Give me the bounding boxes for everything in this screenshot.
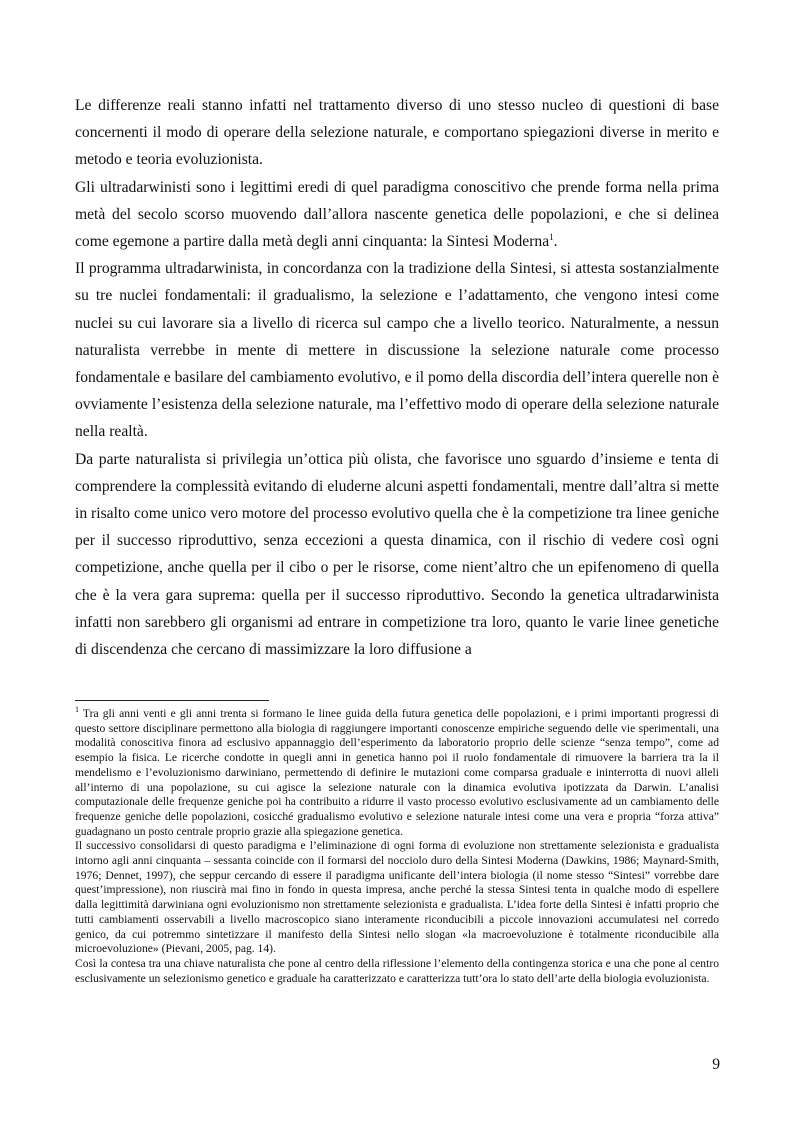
- paragraph-end-period: .: [553, 233, 558, 251]
- footnote-separator: [75, 700, 269, 701]
- footnote-paragraph-conclusion: Così la contesa tra una chiave naturalista che pone al centro della riflessione l’elemento della contingenza storica e una che pone al centro esclusivamente un selezionismo genetico e graduale ha caratterizzato e caratterizza tutt’ora lo stato dell’arte della biologia evoluzionista.: [75, 956, 719, 985]
- footnotes: [75, 707, 719, 986]
- main-text: [75, 92, 719, 663]
- footnote-1-text: Tra gli anni venti e gli anni trenta si formano le linee guida della futura genetica delle popolazioni, e i primi importanti progressi di questo settore disciplinare permettono alla biologia di raggiungere importanti conoscenze empiriche seguendo delle vie sperimentali, una modalità conoscitiva finora ad esclusivo appannaggio dell’esperimento da laboratorio proprio delle scienze “senza tempo”, come ad esempio la fisica. Le ricerche condotte in quegli anni in genetica hanno poi il ruolo fondamentale di rimuovere la barriera tra la il mendelismo e l’evoluzionismo darwiniano, permettendo di definire le mutazioni come comparsa graduale e ininterrotta di nuovi alleli all’interno di una popolazione, su cui agisce la selezione naturale con la dinamica evolutiva ipotizzata da Darwin. L’analisi computazionale delle frequenze geniche poi ha contribuito a ridurre il vasto processo evolutivo esclusivamente ad un cambiamento delle frequenze geniche delle popolazioni, cosicché gradualismo evolutivo e selezione naturale intesi come una vera e propria “forza attiva” guadagnano un posto centrale proprio grazie alla spiegazione genetica.: [75, 707, 719, 838]
- paragraph-ultradarwinists-text: Gli ultradarwinisti sono i legittimi eredi di quel paradigma conoscitivo che prende forma nella prima metà del secolo scorso muovendo dall’allora nascente genetica delle popolazioni, e che si delinea come egemone a partire dalla metà degli anni cinquanta: la Sintesi Moderna: [75, 178, 719, 251]
- footnote-paragraph-synthesis: Il successivo consolidarsi di questo paradigma e l’eliminazione di ogni forma di evoluzione non strettamente selezionista e gradualista intorno agli anni cinquanta – sessanta coincide con il formarsi del nocciolo duro della Sintesi Moderna (Dawkins, 1986; Maynard-Smith, 1976; Dennet, 1997), che seppur cercando di essere il paradigma unificante dell’intera biologia (il nome stesso “Sintesi” vorrebbe dare quest’impressione), non riuscirà mai fino in fondo in questa impresa, anche perché la stessa Sintesi tenta in qualche modo di espellere dalla legittimità darwiniana ogni evoluzionismo non strettamente selezionista e gradualista. L’idea forte della Sintesi è infatti proprio che tutti cambiamenti osservabili a livello macroscopico siano interamente riconducibili a piccole innovazioni accumulatesi nel corredo genico, da cui potremmo sintetizzare il manifesto della Sintesi nello slogan «la macroevoluzione è totalmente riconducibile alla microevoluzione» (Pievani, 2005, pag. 14).: [75, 839, 719, 956]
- footnote-reference[interactable]: 1: [549, 231, 554, 242]
- paragraph-ultradarwinists: [75, 174, 719, 256]
- paragraph-naturalist: Da parte naturalista si privilegia un’ottica più olista, che favorisce uno sguardo d’insieme e tenta di comprendere la complessità evitando di eluderne alcuni aspetti fondamentali, mentre dall’altra si mette in risalto come unico vero motore del processo evolutivo quella che è la competizione tra linee geniche per il successo riproduttivo, senza eccezioni a questa dinamica, con il rischio di vedere così ogni competizione, anche quella per il cibo o per le risorse, come nient’altro che un epifenomeno di quella che è la vera gara suprema: quella per il successo riproduttivo. Secondo la genetica ultradarwinista infatti non sarebbero gli organismi ad entrare in competizione tra loro, quanto le varie linee genetiche di discendenza che cercano di massimizzare la loro diffusione a: [75, 450, 719, 659]
- footnote-marker: 1: [75, 705, 79, 715]
- paragraph-differences: Le differenze reali stanno infatti nel trattamento diverso di uno stesso nucleo di questioni di base concernenti il modo di operare della selezione naturale, e comportano spiegazioni diverse in merito e metodo e teoria evoluzionista.: [75, 97, 719, 169]
- paragraph-program: Il programma ultradarwinista, in concordanza con la tradizione della Sintesi, si attesta sostanzialmente su tre nuclei fondamentali: il gradualismo, la selezione e l’adattamento, che vengono intesi come nuclei su cui lavorare sia a livello di ricerca sul campo che a livello teorico. Naturalmente, a nessun naturalista verrebbe in mente di mettere in discussione la selezione naturale come processo fondamentale e basilare del cambiamento evolutivo, e il pomo della discordia dell’intera querelle non è ovviamente l’esistenza della selezione naturale, ma l’effettivo modo di operare della selezione naturale nella realtà.: [75, 260, 719, 441]
- page-number: 9: [712, 1056, 720, 1073]
- footnote-1: [75, 707, 719, 839]
